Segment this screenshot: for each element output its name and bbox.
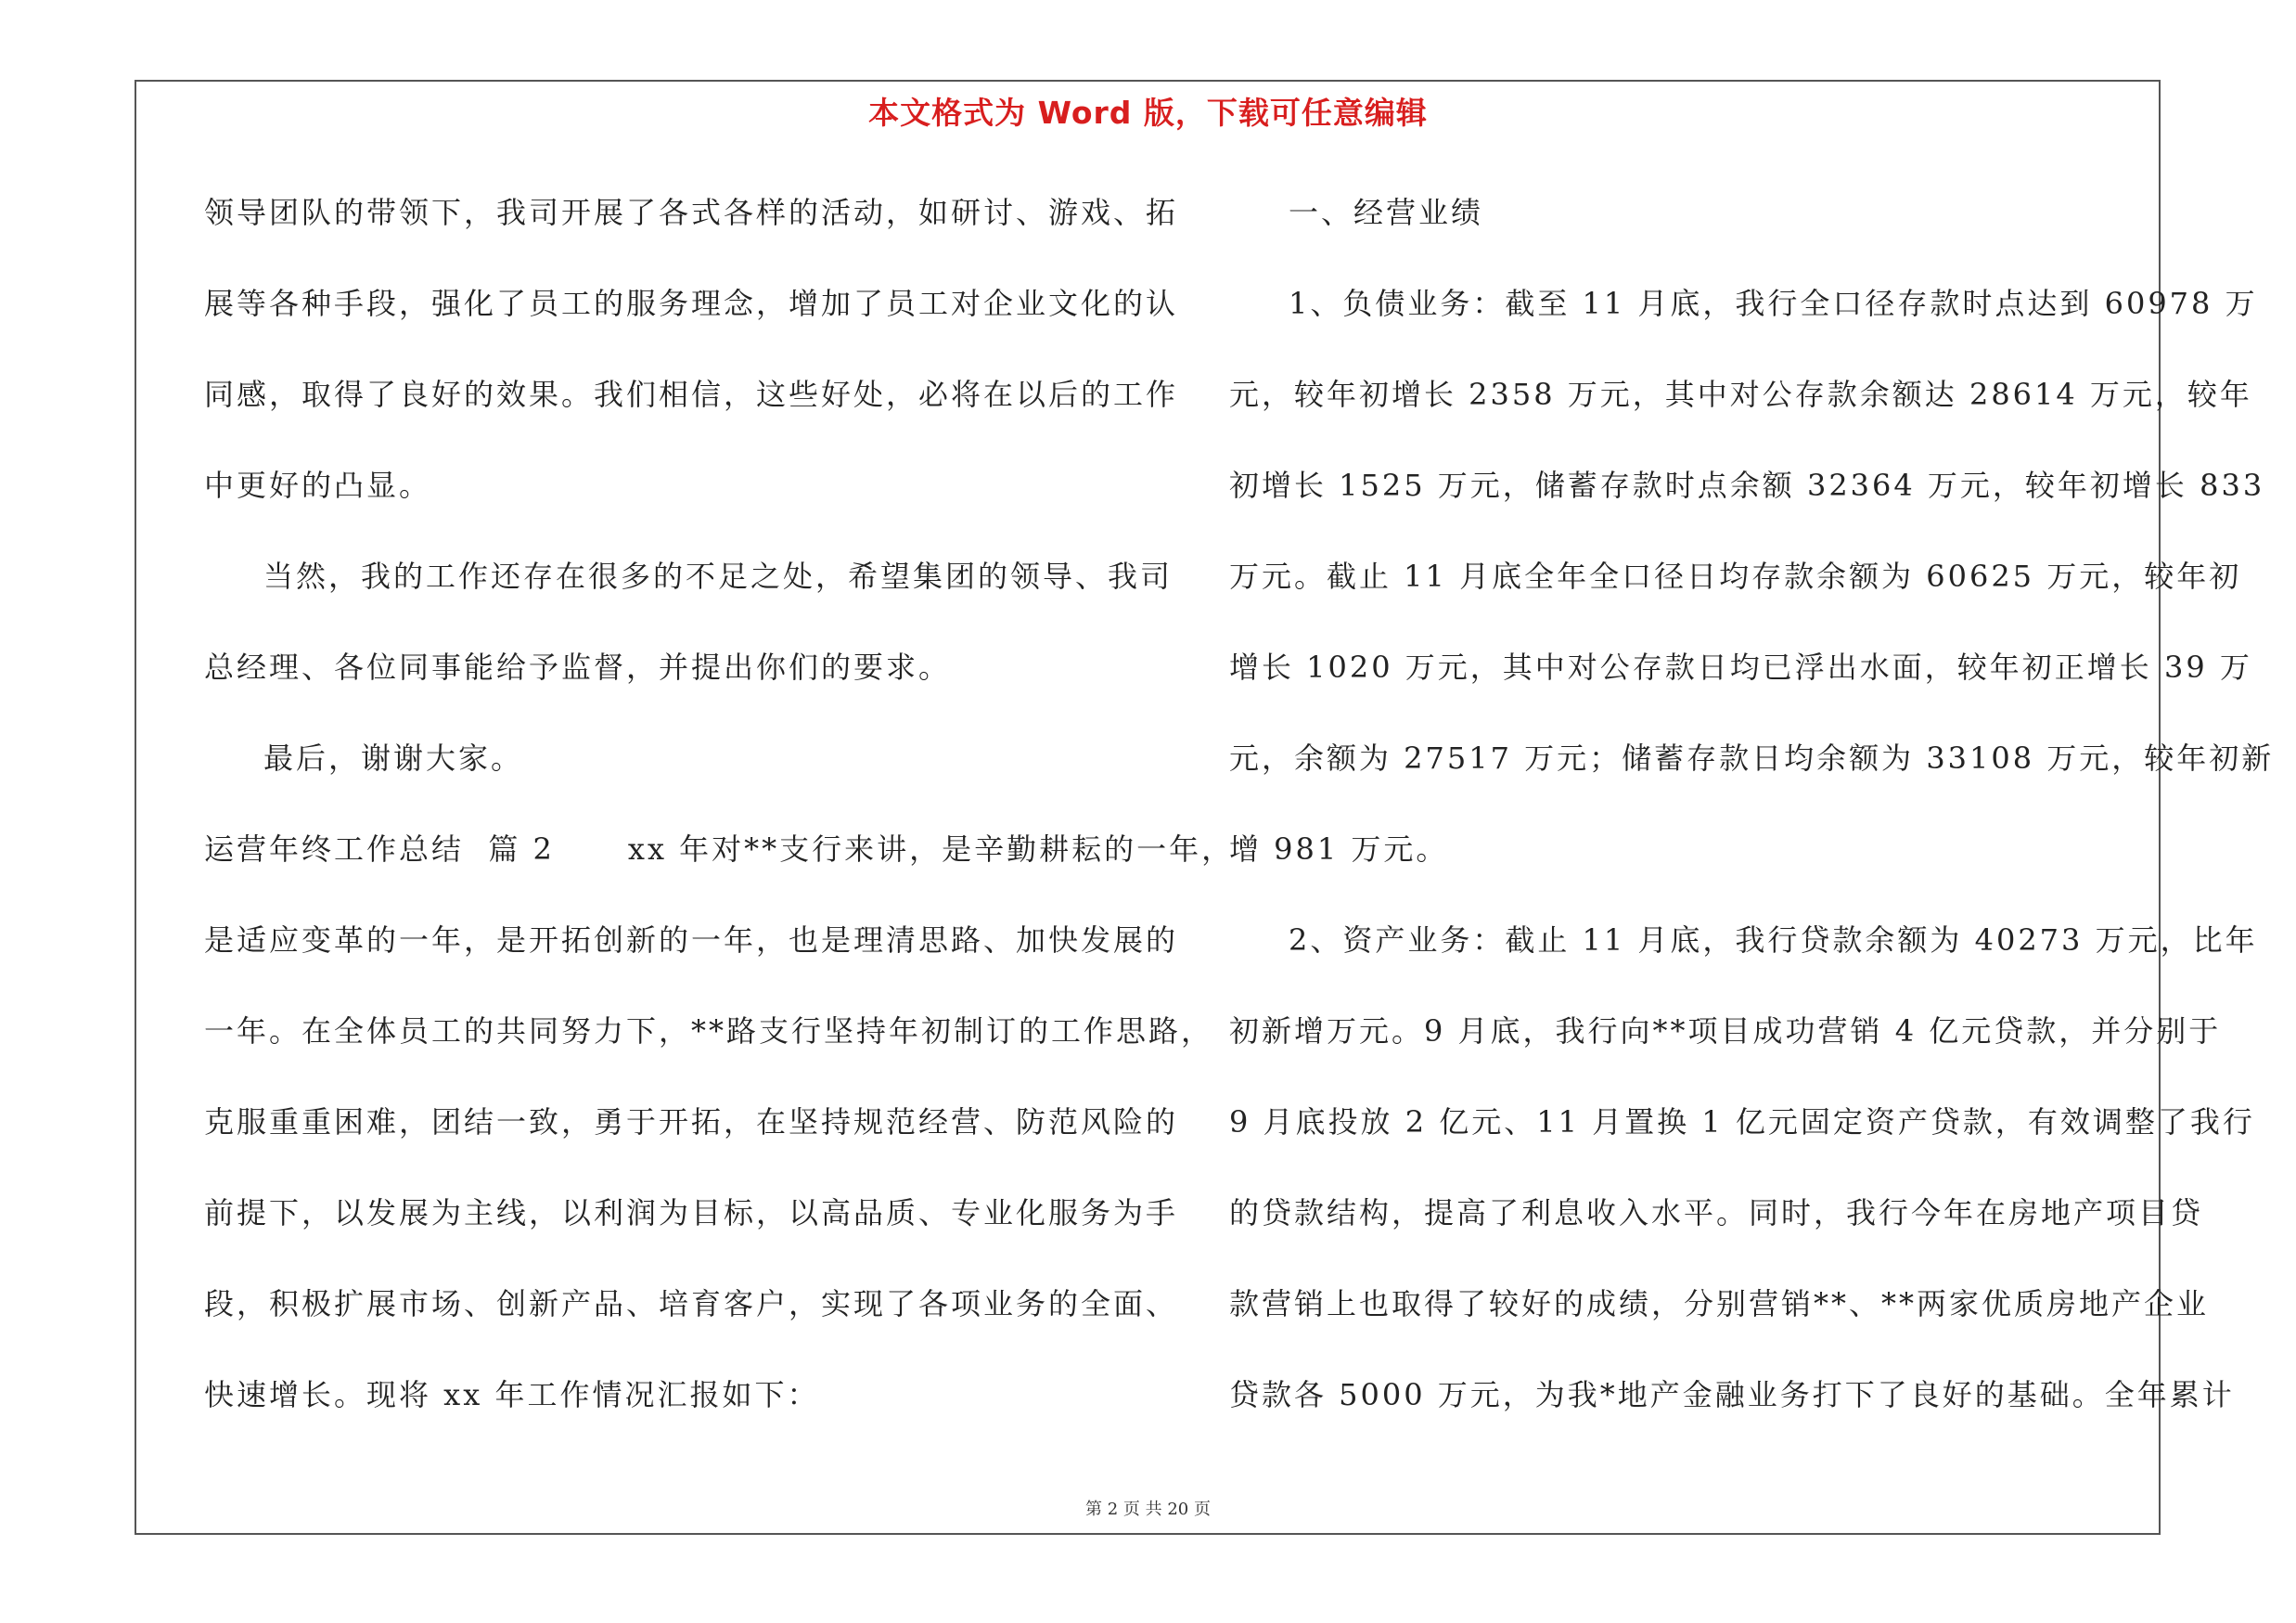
paragraph-line: 是适应变革的一年，是开拓创新的一年，也是理清思路、加快发展的 (204, 922, 1179, 958)
paragraph-line: 中更好的凸显。 (204, 468, 432, 503)
left-text-column (204, 180, 1235, 1453)
paragraph-line: 总经理、各位同事能给予监督，并提出你们的要求。 (204, 650, 952, 685)
paragraph-line: 初新增万元。9 月底，我行向**项目成功营销 4 亿元贷款，并分别于 (1229, 1013, 2222, 1049)
paragraph-line: 当然，我的工作还存在很多的不足之处，希望集团的领导、我司 (263, 559, 1174, 594)
document-banner: 本文格式为 Word 版，下载可任意编辑 (868, 95, 1428, 131)
paragraph-line: 1、负债业务：截至 11 月底，我行全口径存款时点达到 60978 万 (1289, 286, 2258, 321)
paragraph-line: 最后，谢谢大家。 (263, 741, 524, 776)
paragraph-line: 增长 1020 万元，其中对公存款日均已浮出水面，较年初正增长 39 万 (1229, 650, 2252, 685)
paragraph-line: 2、资产业务：截止 11 月底，我行贷款余额为 40273 万元，比年 (1289, 922, 2258, 958)
paragraph-line: 的贷款结构，提高了利息收入水平。同时，我行今年在房地产项目贷 (1229, 1195, 2204, 1230)
paragraph-line: 领导团队的带领下，我司开展了各式各样的活动，如研讨、游戏、拓 (204, 195, 1179, 230)
paragraph-line: 万元。截止 11 月底全年全口径日均存款余额为 60625 万元，较年初 (1229, 559, 2242, 594)
paragraph-line: 9 月底投放 2 亿元、11 月置换 1 亿元固定资产贷款，有效调整了我行 (1229, 1104, 2255, 1140)
paragraph-line: 克服重重困难，团结一致，勇于开拓，在坚持规范经营、防范风险的 (204, 1104, 1179, 1140)
paragraph-line: 元，较年初增长 2358 万元，其中对公存款余额达 28614 万元，较年 (1229, 377, 2252, 412)
paragraph-line: 段，积极扩展市场、创新产品、培育客户，实现了各项业务的全面、 (204, 1286, 1179, 1321)
section-heading-line: 运营年终工作总结 篇 2 xx 年对**支行来讲，是辛勤耕耘的一年， (204, 831, 1235, 867)
page-number: 第 2 页 共 20 页 (1085, 1500, 1211, 1519)
paragraph-line: 款营销上也取得了较好的成绩，分别营销**、**两家优质房地产企业 (1229, 1286, 2210, 1321)
paragraph-line: 一年。在全体员工的共同努力下，**路支行坚持年初制订的工作思路， (204, 1013, 1214, 1049)
paragraph-line: 增 981 万元。 (1229, 831, 1449, 867)
paragraph-line: 贷款各 5000 万元，为我*地产金融业务打下了良好的基础。全年累计 (1229, 1377, 2235, 1412)
section-heading: 一、经营业绩 (1289, 195, 1484, 230)
right-text-column (1229, 180, 2275, 1453)
paragraph-line: 同感，取得了良好的效果。我们相信，这些好处，必将在以后的工作 (204, 377, 1179, 412)
paragraph-line: 快速增长。现将 xx 年工作情况汇报如下： (204, 1377, 820, 1412)
paragraph-line: 前提下，以发展为主线，以利润为目标，以高品质、专业化服务为手 (204, 1195, 1179, 1230)
paragraph-line: 初增长 1525 万元，储蓄存款时点余额 32364 万元，较年初增长 833 (1229, 468, 2265, 503)
paragraph-line: 展等各种手段，强化了员工的服务理念，增加了员工对企业文化的认 (204, 286, 1179, 321)
paragraph-line: 元，余额为 27517 万元；储蓄存款日均余额为 33108 万元，较年初新 (1229, 741, 2275, 776)
